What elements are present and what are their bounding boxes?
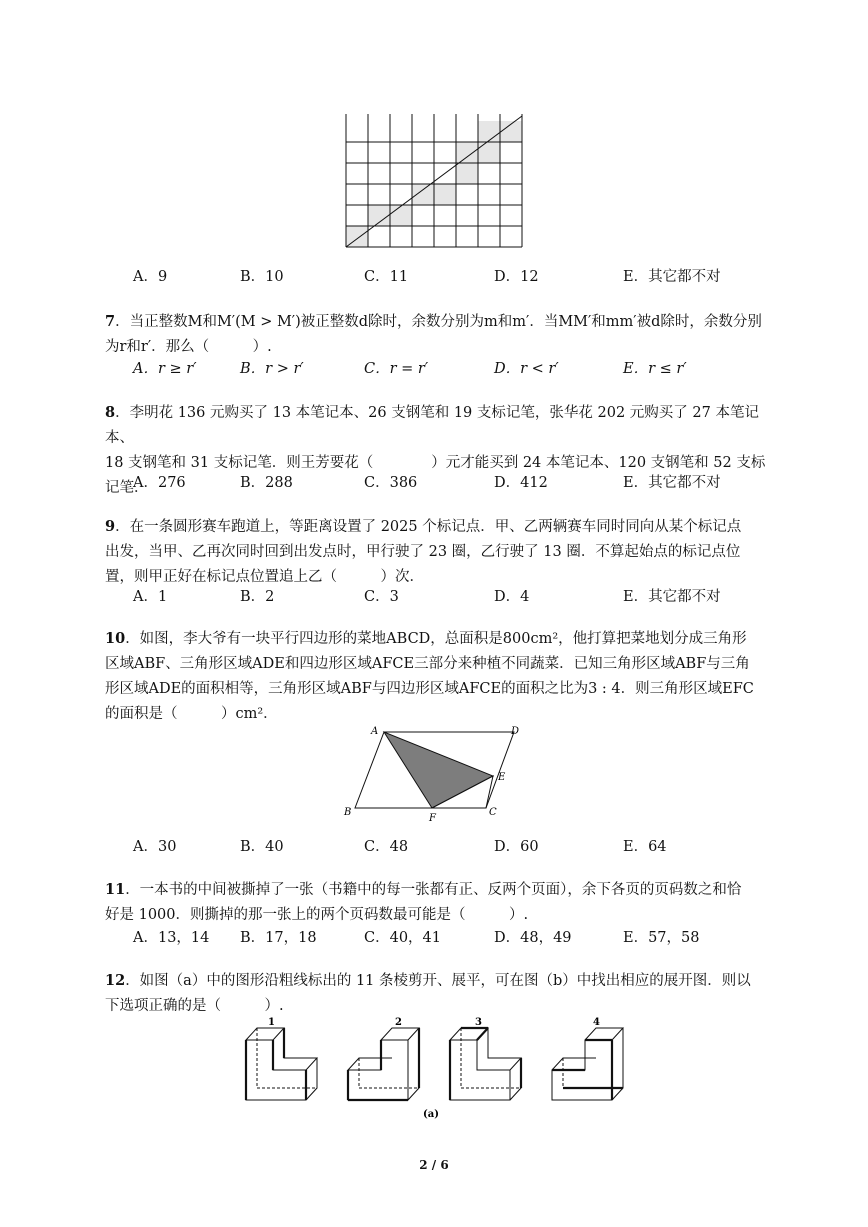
solid-3-label: 3 — [475, 1017, 482, 1028]
q10-option-a: A．30 — [133, 839, 177, 855]
solid-1 — [246, 1028, 317, 1100]
question-10 — [105, 626, 767, 727]
q8-option-d: D．412 — [494, 475, 548, 491]
solid-1-label: 1 — [268, 1017, 275, 1028]
q10-line2: 区域ABF、三角形区域ADE和四边形区域AFCE三部分来种植不同蔬菜．已知三角形区域ABF与三角 — [105, 656, 750, 672]
q10-option-d: D．60 — [494, 839, 539, 855]
label-f: F — [429, 813, 436, 824]
q10-option-c: C．48 — [364, 839, 409, 855]
q8-number: 8 — [105, 404, 116, 421]
q7-options — [133, 357, 773, 379]
q11-line2: 好是 1000．则撕掉的那一张上的两个页码数最可能是（ ）. — [105, 907, 529, 923]
q7-option-e: E．r ≤ r′ — [623, 361, 687, 377]
q8-line2: 18 支钢笔和 31 支标记笔．则王芳要花（ ）元才能买到 24 本笔记本、120 支钢笔和 52 支标 — [105, 455, 766, 471]
q8-line1: ．李明花 136 元购买了 13 本笔记本、26 支钢笔和 19 支标记笔，张华花 202 元购买了 27 本笔记本、 — [105, 405, 759, 446]
q7-option-b: B．r > r′ — [240, 361, 304, 377]
question-7 — [105, 309, 767, 360]
q8-option-c: C．386 — [364, 475, 418, 491]
q10-line3: 形区域ADE的面积相等，三角形区域ABF与四边形区域AFCE的面积之比为3 : 4．则三角形区域EFC — [105, 681, 754, 697]
page-number: 2 / 6 — [419, 1158, 449, 1172]
question-9 — [105, 514, 767, 590]
q12-line2: 下选项正确的是（ ）. — [105, 998, 284, 1014]
q9-line1: ．在一条圆形赛车跑道上，等距离设置了 2025 个标记点．甲、乙两辆赛车同时同向从某个标记点 — [115, 519, 742, 535]
q11-option-c: C．40，41 — [364, 930, 441, 946]
solid-2-label: 2 — [395, 1017, 402, 1028]
q9-line2: 出发，当甲、乙再次同时回到出发点时，甲行驶了 23 圈，乙行驶了 13 圈．不算起始点的标记点位 — [105, 544, 741, 560]
q11-option-a: A．13，14 — [133, 930, 210, 946]
q12-number: 12 — [105, 972, 126, 989]
q7-option-d: D．r < r′ — [494, 361, 559, 377]
q8-option-e: E．其它都不对 — [623, 475, 721, 491]
q9-option-b: B．2 — [240, 589, 275, 605]
q10-option-e: E．64 — [623, 839, 667, 855]
q9-option-e: E．其它都不对 — [623, 589, 721, 605]
label-e: E — [498, 772, 506, 783]
q6-option-d: D．12 — [494, 269, 539, 285]
q10-line4: 的面积是（ ）cm²． — [105, 706, 278, 722]
q9-options — [133, 585, 773, 607]
q7-line2: 为r和r′．那么（ ）. — [105, 339, 272, 355]
grid-diagonal-figure — [344, 114, 526, 250]
q7-option-a: A．r ≥ r′ — [133, 361, 197, 377]
q12-line1: ．如图（a）中的图形沿粗线标出的 11 条棱剪开、展平，可在图（b）中找出相应的展开图．则以 — [125, 973, 751, 989]
q11-number: 11 — [105, 881, 126, 898]
q9-line3: 置，则甲正好在标记点位置追上乙（ ）次． — [105, 569, 424, 585]
q8-option-b: B．288 — [240, 475, 293, 491]
q8-line3: 记笔． — [105, 480, 149, 496]
parallelogram-figure — [340, 724, 530, 824]
solid-2 — [348, 1028, 419, 1100]
q10-options — [133, 835, 773, 857]
q11-options — [133, 926, 773, 948]
q6-option-e: E．其它都不对 — [623, 269, 721, 285]
solid-3 — [450, 1028, 521, 1100]
label-b: B — [344, 807, 352, 818]
label-d: D — [511, 726, 520, 737]
q6-option-c: C．11 — [364, 269, 409, 285]
solid-4 — [552, 1028, 623, 1100]
q6-options — [133, 265, 773, 287]
q9-option-a: A．1 — [133, 589, 168, 605]
q11-line1: ．一本书的中间被撕掉了一张（书籍中的每一张都有正、反两个页面），余下各页的页码数之和恰 — [125, 882, 742, 898]
question-11 — [105, 877, 767, 928]
q7-number: 7 — [105, 313, 116, 330]
q10-line1: ．如图，李大爷有一块平行四边形的菜地ABCD，总面积是800cm²，他打算把菜地划分成三角形 — [125, 631, 747, 647]
q11-option-b: B．17，18 — [240, 930, 317, 946]
q9-number: 9 — [105, 518, 116, 535]
q10-option-b: B．40 — [240, 839, 284, 855]
q11-option-d: D．48，49 — [494, 930, 572, 946]
question-12 — [105, 968, 767, 1019]
label-c: C — [489, 807, 497, 818]
figure-a-caption: (a) — [423, 1109, 439, 1120]
q9-option-d: D．4 — [494, 589, 530, 605]
q6-option-a: A．9 — [133, 269, 168, 285]
q8-options — [133, 471, 773, 493]
q8-option-a: A．276 — [133, 475, 186, 491]
q6-option-b: B．10 — [240, 269, 284, 285]
label-a: A — [371, 726, 379, 737]
l-shape-solids-figure — [240, 1014, 630, 1124]
q9-option-c: C．3 — [364, 589, 399, 605]
q7-line1: ．当正整数M和M′(M > M′)被正整数d除时，余数分别为m和m′．当MM′和mm′被d除时，余数分别 — [115, 314, 762, 330]
solid-4-label: 4 — [593, 1017, 600, 1028]
q7-option-c: C．r = r′ — [364, 361, 429, 377]
q11-option-e: E．57，58 — [623, 930, 700, 946]
q10-number: 10 — [105, 630, 126, 647]
